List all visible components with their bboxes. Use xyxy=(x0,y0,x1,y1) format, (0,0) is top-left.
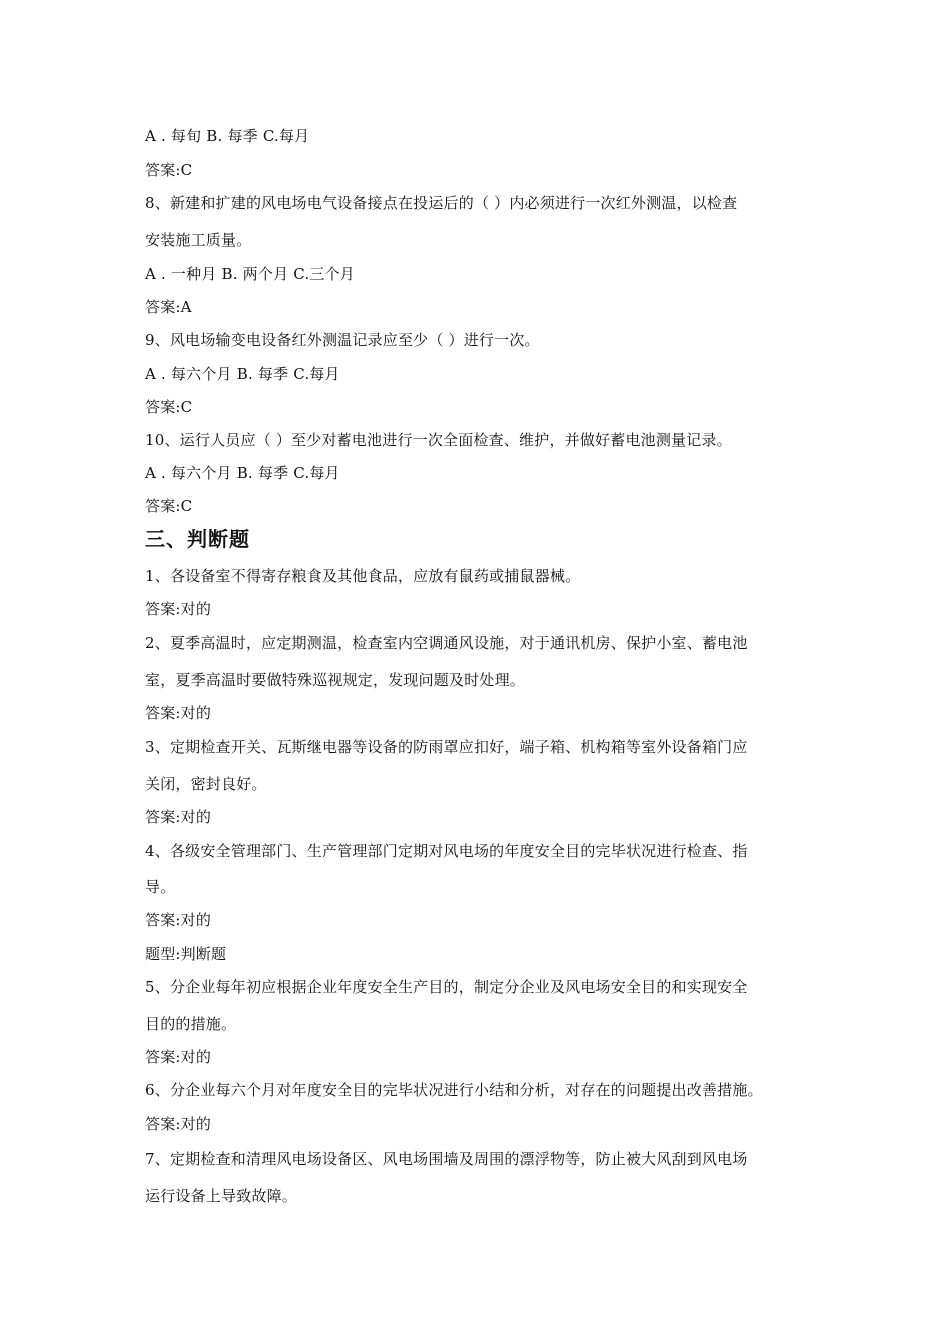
tf3-text-line1: 3、定期检查开关、瓦斯继电器等设备的防雨罩应扣好，端子箱、机构箱等室外设备箱门应 xyxy=(145,738,748,756)
tf4-text-line1: 4、各级安全管理部门、生产管理部门定期对风电场的年度安全目的完毕状况进行检查、指 xyxy=(145,842,748,860)
q9-text: 9、风电场输变电设备红外测温记录应至少（ ）进行一次。 xyxy=(145,331,540,349)
tf5-text-line2: 目的的措施。 xyxy=(145,1015,237,1033)
tf5-text-line1: 5、分企业每年初应根据企业年度安全生产目的，制定分企业及风电场安全目的和实现安全 xyxy=(145,978,748,996)
tf4-answer: 答案:对的 xyxy=(145,911,212,929)
section-heading: 三、判断题 xyxy=(145,527,250,551)
q8-answer: 答案:A xyxy=(145,298,192,316)
tf5-answer: 答案:对的 xyxy=(145,1048,212,1066)
tf7-text-line1: 7、定期检查和清理风电场设备区、风电场围墙及周围的漂浮物等，防止被大风刮到风电场 xyxy=(145,1150,748,1168)
tf4-type: 题型:判断题 xyxy=(145,945,227,963)
tf6-answer: 答案:对的 xyxy=(145,1115,212,1133)
q10-answer: 答案:C xyxy=(145,497,193,515)
tf3-answer: 答案:对的 xyxy=(145,808,212,826)
q7-options: A . 每旬 B. 每季 C.每月 xyxy=(145,127,310,145)
q8-text-line2: 安装施工质量。 xyxy=(145,231,252,249)
tf1-answer: 答案:对的 xyxy=(145,600,212,618)
q10-options: A . 每六个月 B. 每季 C.每月 xyxy=(145,464,340,482)
tf2-answer: 答案:对的 xyxy=(145,704,212,722)
tf4-text-line2: 导。 xyxy=(145,878,176,896)
q8-options: A . 一种月 B. 两个月 C.三个月 xyxy=(145,265,355,283)
q10-text: 10、运行人员应（ ）至少对蓄电池进行一次全面检查、维护，并做好蓄电池测量记录。 xyxy=(145,431,732,449)
tf2-text-line1: 2、夏季高温时，应定期测温，检查室内空调通风设施，对于通讯机房、保护小室、蓄电池 xyxy=(145,634,748,652)
tf6-text: 6、分企业每六个月对年度安全目的完毕状况进行小结和分析，对存在的问题提出改善措施。 xyxy=(145,1081,763,1099)
tf1-text: 1、各设备室不得寄存粮食及其他食品，应放有鼠药或捕鼠器械。 xyxy=(145,567,581,585)
q9-answer: 答案:C xyxy=(145,398,193,416)
tf3-text-line2: 关闭，密封良好。 xyxy=(145,775,267,793)
q9-options: A . 每六个月 B. 每季 C.每月 xyxy=(145,365,340,383)
q8-text-line1: 8、新建和扩建的风电场电气设备接点在投运后的（ ）内必须进行一次红外测温，以检查 xyxy=(145,194,738,212)
q7-answer: 答案:C xyxy=(145,161,193,179)
tf7-text-line2: 运行设备上导致故障。 xyxy=(145,1187,298,1205)
tf2-text-line2: 室，夏季高温时要做特殊巡视规定，发现问题及时处理。 xyxy=(145,671,526,689)
